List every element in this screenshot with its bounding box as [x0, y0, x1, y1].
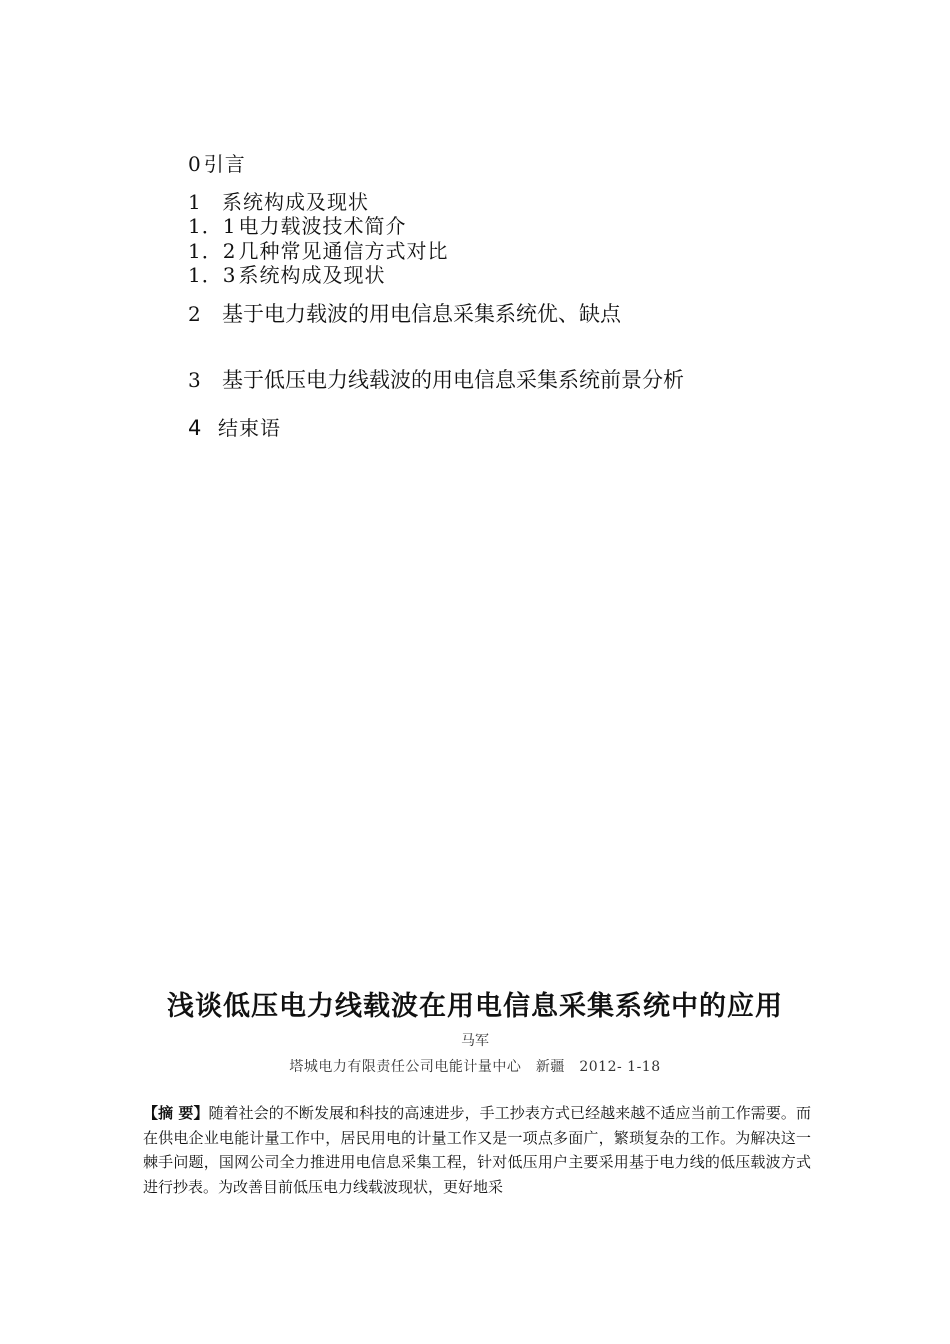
toc-item	[188, 259, 385, 288]
toc-item-number: 0	[188, 152, 202, 176]
toc-item-number: 2	[188, 302, 201, 326]
abstract-label: 【摘 要】	[143, 1104, 209, 1122]
toc-item-number: 3	[188, 368, 201, 392]
toc-item-number: 1．3	[188, 263, 237, 287]
toc-item-text: 引言	[203, 152, 246, 176]
toc-item-text: 几种常见通信方式对比	[238, 239, 449, 263]
toc-item-number: 4	[188, 416, 202, 440]
toc-item	[188, 364, 684, 394]
toc-item-text: 系统构成及现状	[222, 190, 369, 214]
toc-item-number: 1．2	[188, 239, 237, 263]
toc-item-text: 结束语	[218, 416, 281, 440]
abstract-text: 随着社会的不断发展和科技的高速进步，手工抄表方式已经越来越不适应当前工作需要。而在供电企业电能计量工作中，居民用电的计量工作又是一项点多面广，繁琐复杂的工作。为解决这一棘手问题，国网公司全力推进用电信息采集工程，针对低压用户主要采用基于电力线的低压载波方式进行抄表。为改善目前低压电力线载波现状，更好地采	[143, 1104, 811, 1196]
toc-item-text: 电力载波技术简介	[238, 214, 407, 238]
toc-item	[188, 412, 281, 441]
abstract-paragraph	[143, 1101, 811, 1199]
toc-item-number: 1	[188, 190, 202, 214]
article-title: 浅谈低压电力线载波在用电信息采集系统中的应用	[167, 991, 783, 1022]
article-author: 马军	[461, 1033, 489, 1049]
toc-item-text: 基于电力载波的用电信息采集系统优、缺点	[222, 302, 621, 326]
toc-item-text: 系统构成及现状	[238, 263, 386, 287]
toc-item-text: 基于低压电力线载波的用电信息采集系统前景分析	[222, 368, 684, 392]
toc-item	[188, 148, 246, 177]
toc-item-number: 1．1	[188, 214, 237, 238]
article-affiliation: 塔城电力有限责任公司电能计量中心 新疆 2012- 1-18	[289, 1059, 661, 1075]
toc-item	[188, 298, 621, 328]
